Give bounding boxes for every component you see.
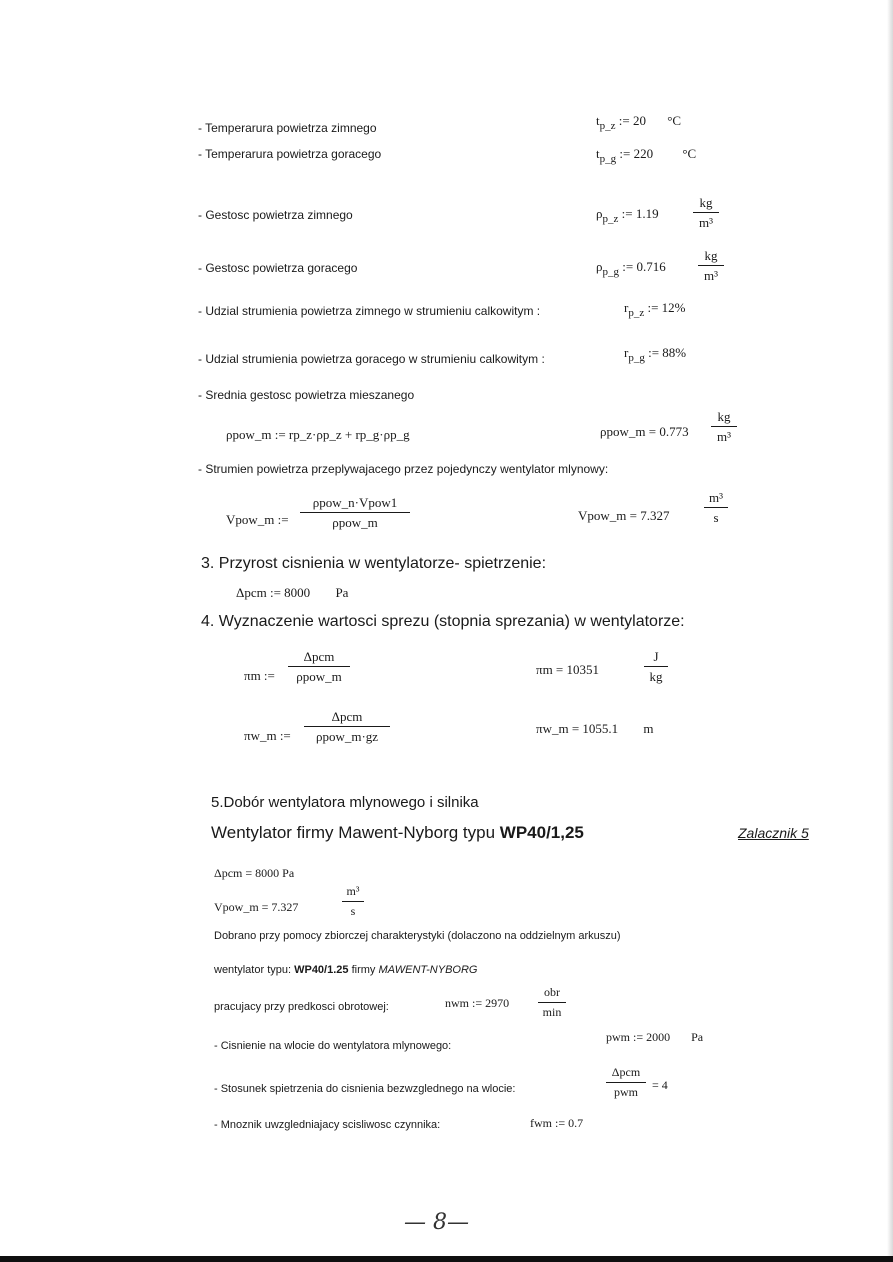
unit-den: m³ [698, 215, 713, 230]
label-temp-cold: - Temperarura powietrza zimnego [198, 121, 377, 135]
fan-heading [211, 823, 584, 843]
assignment: := 220 [619, 146, 654, 161]
fan-heading-prefix: Wentylator firmy Mawent-Nyborg typu [211, 823, 500, 842]
label-density-hot: - Gestosc powietrza goracego [198, 261, 358, 275]
unit-num: J [653, 649, 659, 664]
value-share-hot [624, 345, 687, 364]
sym: r [624, 300, 629, 315]
heading-section-4: 4. Wyznaczenie wartosci sprezu (stopnia sprezania) w wentylatorze: [201, 613, 685, 630]
unit-den: m³ [716, 429, 731, 444]
formula-flow-fraction [300, 494, 410, 531]
flow-numerator: ρpow_n·Vpow1 [312, 495, 398, 510]
value-density-cold [596, 206, 659, 225]
sym: t [596, 146, 600, 161]
value-temp-hot [596, 146, 697, 165]
assignment: := 1.19 [621, 206, 659, 221]
text-fan-type [214, 964, 477, 976]
text-chosen-method: Dobrano przy pomocy zbiorczej charakterystyki (dolaczono na oddzielnym arkuszu) [214, 930, 621, 942]
annex-reference: Zalacznik 5 [738, 825, 809, 841]
assignment: pwm := 2000 [606, 1030, 671, 1044]
sym: ρ [596, 206, 603, 221]
sym: r [624, 345, 629, 360]
scan-edge-shadow [887, 0, 893, 1262]
value-share-cold [624, 300, 686, 319]
result-flow: Vpow_m = 7.327 [578, 508, 670, 523]
unit-num: kg [699, 195, 713, 210]
formula-density-mixed: ρpow_m := rp_z·ρp_z + rp_g·ρp_g [226, 427, 410, 442]
unit-num: kg [717, 409, 731, 424]
formula-pi-m-lhs: πm := [244, 668, 275, 683]
value-compressibility: fwm := 0.7 [530, 1116, 584, 1130]
type-mid: firmy [348, 964, 379, 976]
label-density-mixed: - Srednia gestosc powietrza mieszanego [198, 388, 415, 402]
unit-den: kg [649, 669, 663, 684]
unit-num: obr [544, 985, 560, 999]
unit-den: min [542, 1005, 562, 1019]
value-flow-repeat: Vpow_m = 7.327 [214, 900, 299, 914]
subscript: p_z [599, 120, 616, 132]
unit: m [643, 721, 654, 736]
value-pressure-rise [236, 585, 348, 601]
unit-den: m³ [703, 268, 718, 283]
label-compressibility: - Mnoznik uwzgledniajacy scisliwosc czynnika: [214, 1119, 441, 1131]
type-value: WP40/1.25 [294, 964, 349, 976]
heading-section-3: 3. Przyrost cisnienia w wentylatorze- spietrzenie: [201, 555, 547, 572]
label-speed: pracujacy przy predkosci obrotowej: [214, 1001, 389, 1013]
value-density-hot [596, 259, 666, 278]
result-pi-wm [536, 721, 654, 737]
label-flow: - Strumien powietrza przeplywajacego przez pojedynczy wentylator mlynowy: [198, 462, 609, 476]
sym: t [596, 113, 600, 128]
value-dp-repeat: Δpcm = 8000 Pa [214, 866, 295, 880]
result-pressure-ratio: = 4 [652, 1078, 668, 1092]
fan-type: WP40/1,25 [499, 823, 584, 842]
pi-m-denominator: ρpow_m [296, 669, 342, 684]
label-pressure-ratio: - Stosunek spietrzenia do cisnienia bezwzglednego na wlocie: [214, 1083, 516, 1095]
assignment: := 20 [618, 113, 646, 128]
label-temp-hot: - Temperarura powietrza goracego [198, 147, 382, 161]
formula-pi-wm-fraction [304, 708, 390, 745]
unit: Pa [335, 585, 349, 600]
ratio-numerator: Δpcm [611, 1065, 641, 1079]
label-density-cold: - Gestosc powietrza zimnego [198, 208, 353, 222]
unit-num: m³ [708, 490, 723, 505]
type-prefix: wentylator typu: [214, 964, 295, 976]
page-number: — 8— [404, 1210, 469, 1235]
unit: °C [682, 146, 697, 161]
type-maker: MAWENT-NYBORG [378, 964, 478, 976]
assignment: := 12% [647, 300, 686, 315]
ratio-denominator: pwm [614, 1085, 638, 1099]
unit-den: s [350, 904, 356, 918]
subscript: p_g [599, 153, 617, 165]
sym: ρ [596, 259, 603, 274]
flow-denominator: ρpow_m [332, 515, 378, 530]
assignment: := 0.716 [622, 259, 666, 274]
heading-section-5: 5.Dobór wentylatora mlynowego i silnika [211, 794, 479, 811]
subscript: p_z [602, 213, 619, 225]
pi-m-numerator: Δpcm [303, 649, 335, 664]
formula-pi-wm-lhs: πw_m := [244, 728, 291, 743]
value-inlet-pressure [606, 1030, 703, 1045]
result: πw_m = 1055.1 [536, 721, 619, 736]
result-density-mixed: ρpow_m = 0.773 [600, 424, 689, 439]
formula-pi-m-fraction [288, 648, 350, 685]
unit-flow [704, 489, 728, 526]
unit-speed [538, 984, 566, 1021]
unit-num: kg [704, 248, 718, 263]
value-speed: nwm := 2970 [445, 996, 510, 1010]
unit-density-cold [693, 194, 719, 231]
unit-density-mixed [711, 408, 737, 445]
unit-num: m³ [346, 884, 360, 898]
label-share-hot: - Udzial strumienia powietrza goracego w strumieniu calkowitym : [198, 352, 545, 366]
result-pi-m: πm = 10351 [536, 662, 600, 677]
unit-den: s [713, 510, 719, 525]
unit: °C [667, 113, 682, 128]
formula-flow-lhs: Vpow_m := [226, 512, 289, 527]
assignment: Δpcm := 8000 [236, 585, 311, 600]
unit-pi-m [644, 648, 668, 685]
subscript: p_g [628, 352, 645, 364]
unit-flow-repeat [342, 883, 364, 920]
subscript: p_g [602, 266, 619, 278]
assignment: := 88% [648, 345, 687, 360]
subscript: p_z [628, 307, 645, 319]
pi-wm-numerator: Δpcm [331, 709, 363, 724]
value-temp-cold [596, 113, 682, 132]
formula-pressure-ratio [606, 1064, 646, 1101]
scan-bottom-edge [0, 1256, 893, 1262]
unit-density-hot [698, 247, 724, 284]
label-inlet-pressure: - Cisnienie na wlocie do wentylatora mlynowego: [214, 1040, 452, 1052]
label-share-cold: - Udzial strumienia powietrza zimnego w strumieniu calkowitym : [198, 304, 541, 318]
pi-wm-denominator: ρpow_m·gz [315, 729, 379, 744]
unit: Pa [691, 1030, 704, 1044]
